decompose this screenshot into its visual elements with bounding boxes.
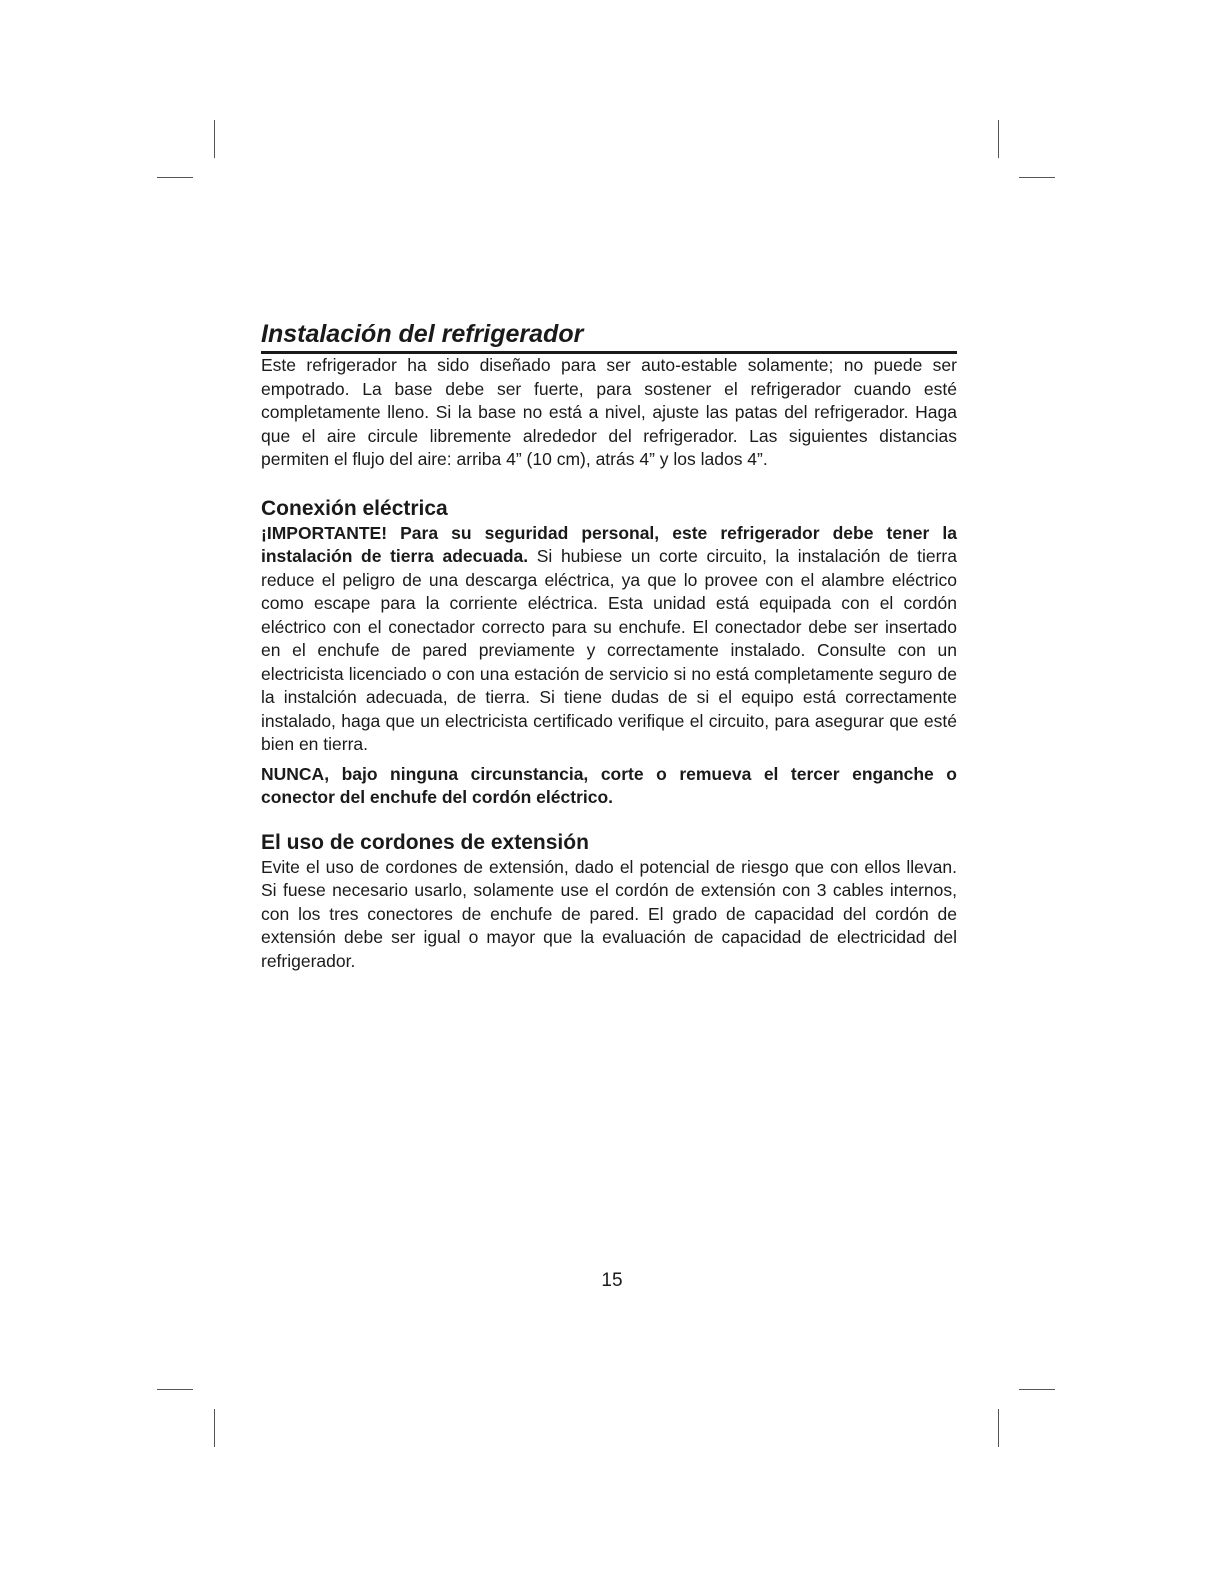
crop-mark-bottom-right-horizontal	[1019, 1389, 1055, 1390]
never-warning: NUNCA, bajo ninguna circunstancia, corte o remueva el tercer enganche o conector del enchufe del cordón eléctrico.	[261, 763, 957, 807]
crop-mark-bottom-right-vertical	[998, 1409, 999, 1447]
crop-mark-top-left-vertical	[214, 120, 215, 158]
crop-mark-top-right-vertical	[998, 120, 999, 158]
crop-mark-top-left-horizontal	[157, 177, 193, 178]
section-title-installation: Instalación del refrigerador	[261, 318, 957, 354]
crop-mark-bottom-left-vertical	[214, 1409, 215, 1447]
crop-mark-top-right-horizontal	[1019, 177, 1055, 178]
crop-mark-bottom-left-horizontal	[157, 1389, 193, 1390]
page-content	[261, 318, 957, 973]
electrical-paragraph	[261, 522, 957, 757]
electrical-paragraph-body: Si hubiese un corte circuito, la instalación de tierra reduce el peligro de una descarga eléctrica, ya que lo provee con el alambre eléctrico como escape para la corriente eléctrica. Esta unidad está equipada con el cordón eléctrico con el conectador correcto para su enchufe. El conectador debe ser insertado en el enchufe de pared previamente y correctamente instalado. Consulte con un electricista licenciado o con una estación de servicio si no está completamente seguro de la instalción adecuada, de tierra. Si tiene dudas de si el equipo está correctamente instalado, haga que un electricista certificado verifique el circuito, para asegurar que esté bien en tierra.	[261, 546, 957, 754]
section-title-extension-cords: El uso de cordones de extensión	[261, 830, 589, 854]
page-number: 15	[601, 1270, 623, 1291]
installation-paragraph: Este refrigerador ha sido diseñado para ser auto-estable solamente; no puede ser empotrado. La base debe ser fuerte, para sostener el refrigerador cuando esté completamente lleno. Si la base no está a nivel, ajuste las patas del refrigerador. Haga que el aire circule libremente alrededor del refrigerador. Las siguientes distancias permiten el flujo del aire: arriba 4” (10 cm), atrás 4” y los lados 4”.	[261, 355, 957, 469]
extension-cords-paragraph: Evite el uso de cordones de extensión, dado el potencial de riesgo que con ellos llevan. Si fuese necesario usarlo, solamente use el cordón de extensión con 3 cables internos, con los tres conectores de enchufe de pared. El grado de capacidad del cordón de extensión debe ser igual o mayor que la evaluación de capacidad de electricidad del refrigerador.	[261, 856, 957, 971]
important-notice: ¡IMPORTANTE! Para su seguridad personal, este refrigerador debe tener la instalación de tierra adecuada.	[261, 522, 957, 566]
section-title-electrical: Conexión eléctrica	[261, 496, 448, 520]
